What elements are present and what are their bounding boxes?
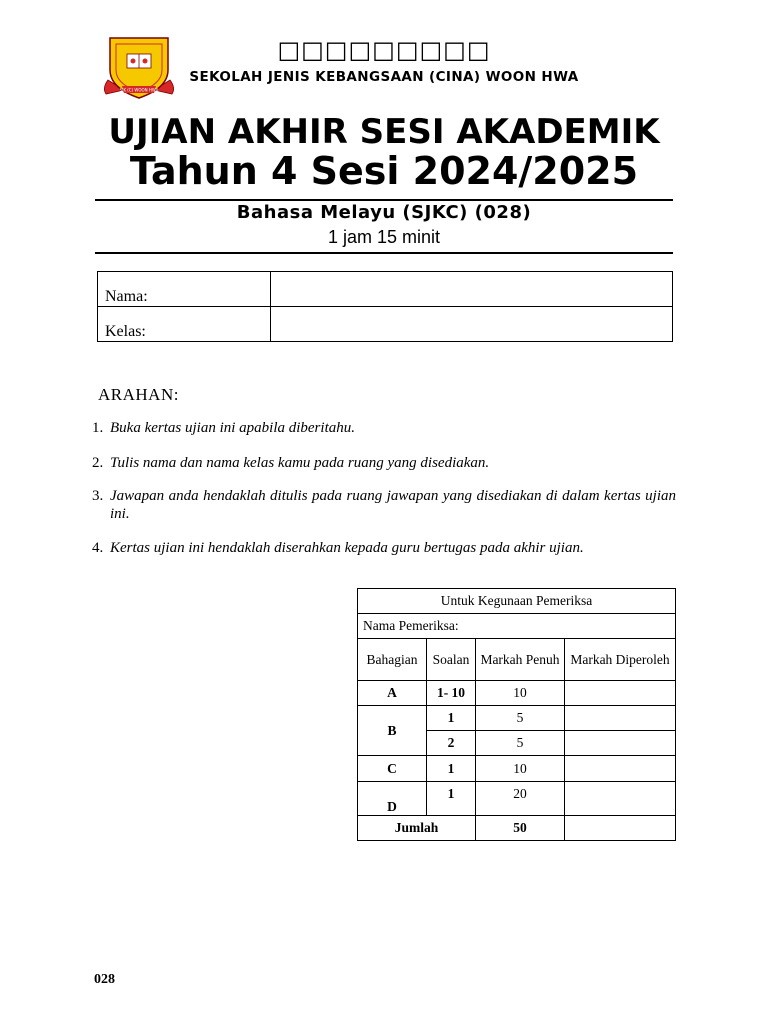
name-field[interactable]	[271, 272, 673, 307]
table-row	[358, 782, 676, 816]
question-cell: 1	[427, 782, 476, 816]
header-bahagian: Bahagian	[358, 639, 427, 681]
svg-text:SJK (C) WOON HWA: SJK (C) WOON HWA	[119, 87, 159, 93]
obtained-mark-cell[interactable]	[565, 731, 676, 756]
name-label: Nama:	[98, 272, 271, 307]
exam-year: Tahun 4 Sesi 2024/2025	[129, 149, 639, 193]
school-name: SEKOLAH JENIS KEBANGSAAN (CINA) WOON HWA	[189, 69, 579, 85]
instruction-number: 4.	[92, 540, 104, 556]
question-cell: 1	[427, 756, 476, 782]
instructions-title: ARAHAN:	[98, 385, 179, 404]
question-cell: 1	[427, 706, 476, 731]
instruction-number: 2.	[92, 455, 104, 471]
full-mark-cell: 10	[476, 681, 565, 706]
examiner-name-label: Nama Pemeriksa:	[358, 614, 676, 639]
instruction-item	[92, 539, 676, 557]
obtained-mark-cell[interactable]	[565, 756, 676, 782]
examiner-table-title: Untuk Kegunaan Pemeriksa	[358, 589, 676, 614]
question-cell: 2	[427, 731, 476, 756]
name-row	[98, 272, 673, 307]
full-mark-cell: 10	[476, 756, 565, 782]
section-cell: A	[358, 681, 427, 706]
total-full-mark: 50	[476, 816, 565, 841]
school-name-chinese: □□□□□□□□□	[277, 36, 491, 64]
class-field[interactable]	[271, 307, 673, 342]
full-mark-cell: 5	[476, 731, 565, 756]
instruction-number: 3.	[92, 488, 104, 504]
bottom-divider	[95, 252, 673, 254]
table-row	[358, 681, 676, 706]
full-mark-cell: 20	[476, 782, 565, 816]
header-markah-diperoleh: Markah Diperoleh	[565, 639, 676, 681]
instruction-item	[92, 454, 676, 472]
examiner-table-title-row	[358, 589, 676, 614]
top-divider	[95, 199, 673, 201]
header-markah-penuh: Markah Penuh	[476, 639, 565, 681]
class-row	[98, 307, 673, 342]
instruction-text: Kertas ujian ini hendaklah diserahkan kepada guru bertugas pada akhir ujian.	[110, 540, 584, 556]
examiner-header-row	[358, 639, 676, 681]
page-code: 028	[94, 972, 115, 987]
obtained-mark-cell[interactable]	[565, 782, 676, 816]
class-label: Kelas:	[98, 307, 271, 342]
instruction-text: Buka kertas ujian ini apabila diberitahu.	[110, 420, 355, 436]
section-cell: B	[358, 706, 427, 756]
student-info-table	[97, 271, 673, 342]
instruction-number: 1.	[92, 420, 104, 436]
examiner-name-row	[358, 614, 676, 639]
total-row	[358, 816, 676, 841]
section-cell: C	[358, 756, 427, 782]
section-cell: D	[358, 782, 427, 816]
instruction-item	[92, 487, 676, 523]
examiner-table	[357, 588, 676, 841]
header-soalan: Soalan	[427, 639, 476, 681]
instruction-text: Tulis nama dan nama kelas kamu pada ruang yang disediakan.	[110, 455, 490, 471]
question-cell: 1- 10	[427, 681, 476, 706]
table-row	[358, 756, 676, 782]
obtained-mark-cell[interactable]	[565, 681, 676, 706]
total-obtained-mark[interactable]	[565, 816, 676, 841]
total-label: Jumlah	[358, 816, 476, 841]
exam-title: UJIAN AKHIR SESI AKADEMIK	[108, 112, 660, 152]
instruction-text: Jawapan anda hendaklah ditulis pada ruang jawapan yang disediakan di dalam kertas ujian ini.	[110, 488, 676, 522]
instruction-item	[92, 419, 676, 437]
obtained-mark-cell[interactable]	[565, 706, 676, 731]
subject-title: Bahasa Melayu (SJKC) (028)	[236, 202, 532, 223]
table-row	[358, 706, 676, 731]
full-mark-cell: 5	[476, 706, 565, 731]
exam-duration: 1 jam 15 minit	[327, 227, 441, 247]
